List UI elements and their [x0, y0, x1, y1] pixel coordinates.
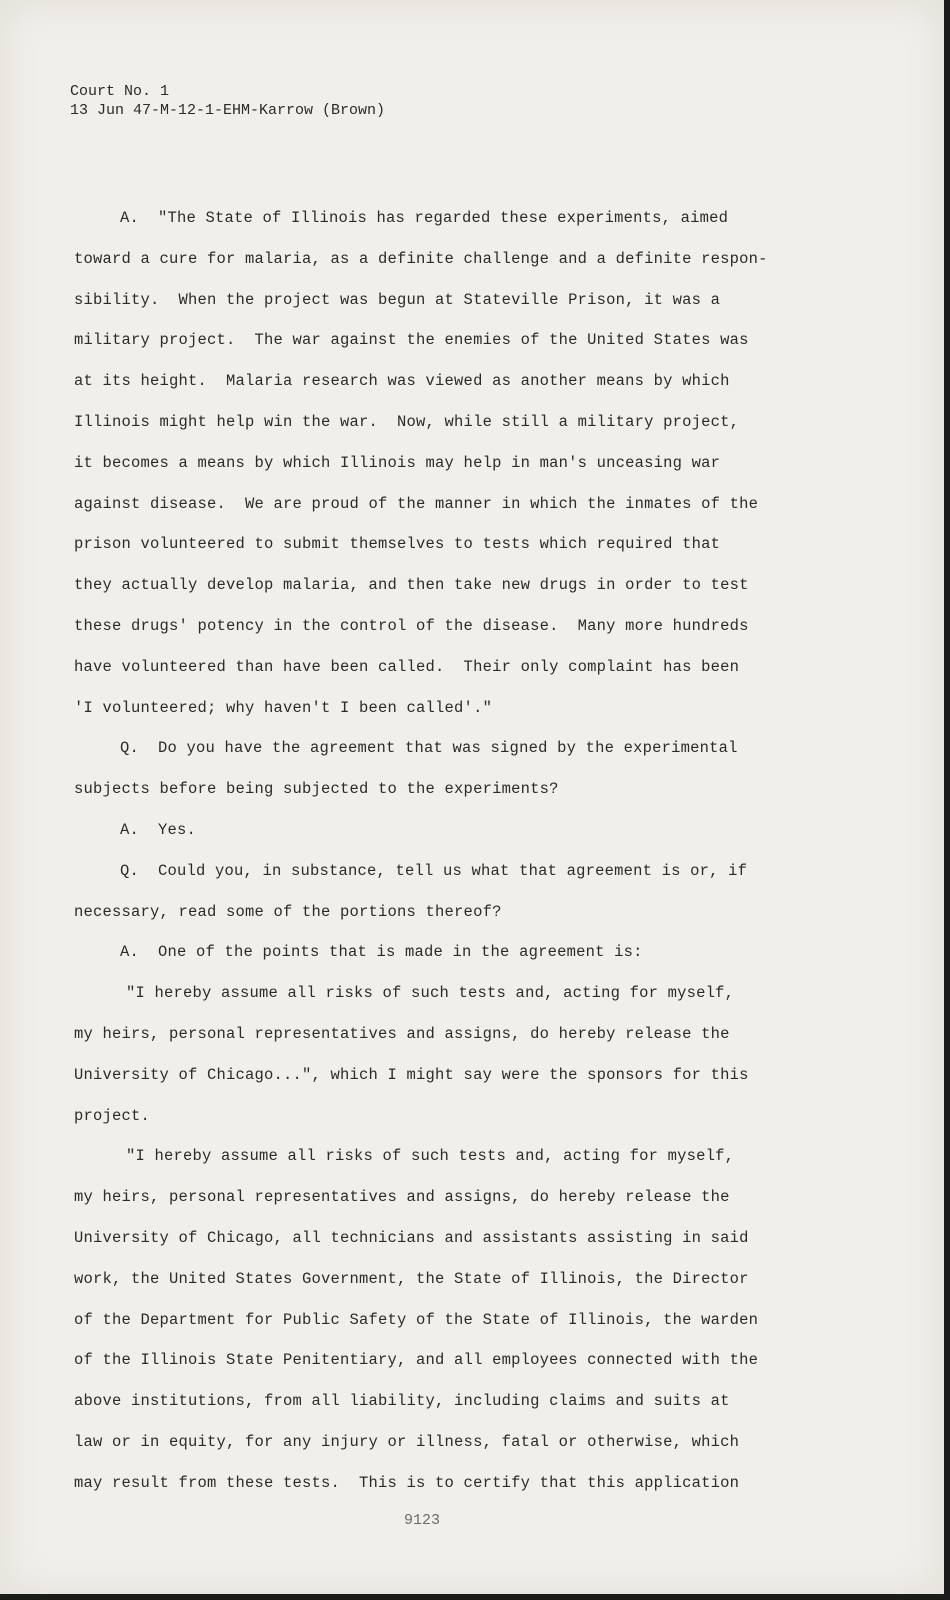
text-line: against disease. We are proud of the manner in which the inmates of the: [74, 494, 759, 513]
text-line: Q. Do you have the agreement that was signed by the experimental: [120, 739, 738, 758]
text-line: my heirs, personal representatives and assigns, do hereby release the: [74, 1188, 730, 1207]
text-line: University of Chicago...", which I might say were the sponsors for this: [74, 1065, 749, 1084]
text-line: "I hereby assume all risks of such tests and, acting for myself,: [126, 1147, 735, 1166]
text-line: of the Illinois State Penitentiary, and all employees connected with the: [74, 1351, 759, 1370]
text-line: my heirs, personal representatives and assigns, do hereby release the: [74, 1024, 730, 1043]
text-line: work, the United States Government, the State of Illinois, the Director: [74, 1269, 749, 1288]
text-line: have volunteered than have been called. Their only complaint has been: [74, 657, 740, 676]
page-number: 9123: [404, 1512, 441, 1529]
text-line: Illinois might help win the war. Now, while still a military project,: [74, 412, 740, 431]
text-line: may result from these tests. This is to certify that this application: [74, 1473, 740, 1492]
text-line: prison volunteered to submit themselves to tests which required that: [74, 535, 721, 554]
session-reference: 13 Jun 47-M-12-1-EHM-Karrow (Brown): [70, 102, 386, 119]
text-line: A. One of the points that is made in the agreement is:: [120, 943, 643, 962]
text-line: toward a cure for malaria, as a definite challenge and a definite respon-: [74, 249, 768, 268]
text-line: Q. Could you, in substance, tell us what that agreement is or, if: [120, 861, 748, 880]
text-line: project.: [74, 1106, 151, 1125]
text-line: these drugs' potency in the control of the disease. Many more hundreds: [74, 616, 749, 635]
text-line: A. Yes.: [120, 820, 197, 839]
text-line: of the Department for Public Safety of the State of Illinois, the warden: [74, 1310, 759, 1329]
text-line: necessary, read some of the portions thereof?: [74, 902, 502, 921]
court-number: Court No. 1: [70, 83, 170, 100]
text-line: subjects before being subjected to the experiments?: [74, 780, 559, 799]
text-line: they actually develop malaria, and then take new drugs in order to test: [74, 576, 749, 595]
text-line: A. "The State of Illinois has regarded these experiments, aimed: [120, 209, 729, 227]
text-line: above institutions, from all liability, including claims and suits at: [74, 1392, 730, 1411]
text-line: sibility. When the project was begun at Stateville Prison, it was a: [74, 290, 721, 309]
document-header: [70, 82, 385, 120]
text-line: "I hereby assume all risks of such tests and, acting for myself,: [126, 984, 735, 1003]
text-line: military project. The war against the enemies of the United States was: [74, 331, 749, 350]
text-line: at its height. Malaria research was viewed as another means by which: [74, 372, 730, 391]
text-line: 'I volunteered; why haven't I been called'.": [74, 698, 493, 717]
text-line: it becomes a means by which Illinois may help in man's unceasing war: [74, 453, 721, 472]
text-line: University of Chicago, all technicians and assistants assisting in said: [74, 1228, 749, 1247]
text-line: law or in equity, for any injury or illness, fatal or otherwise, which: [74, 1432, 740, 1451]
transcript-body: [74, 198, 834, 1504]
